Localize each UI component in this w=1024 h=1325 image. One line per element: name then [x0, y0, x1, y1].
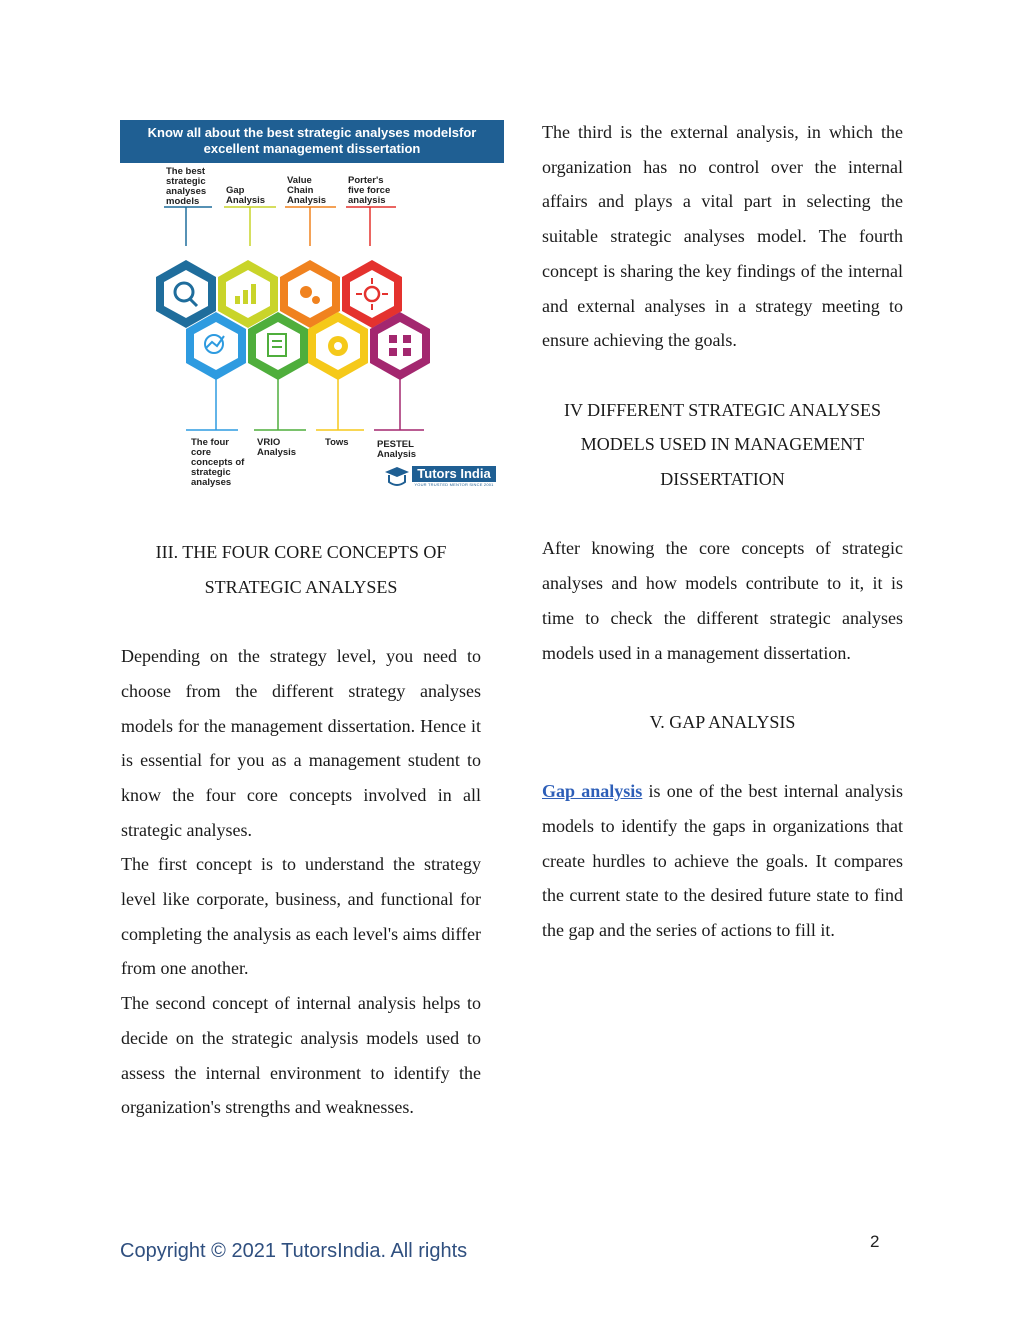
- tutors-india-logo: [384, 466, 496, 488]
- section-heading-iv-line3: DISSERTATION: [660, 469, 785, 490]
- label-value-chain: Value Chain Analysis: [287, 175, 327, 206]
- brand-tagline: YOUR TRUSTED MENTOR SINCE 2001: [414, 482, 494, 487]
- hexagon-diagram: [120, 120, 504, 490]
- label-vrio: VRIO Analysis: [257, 437, 297, 458]
- right-column: [542, 115, 903, 948]
- gap-analysis-link[interactable]: Gap analysis: [542, 781, 643, 802]
- infographic-banner: Know all about the best strategic analyses modelsfor excellent management dissertation: [120, 120, 504, 163]
- strategic-models-infographic: [120, 120, 504, 490]
- label-gap-analysis: Gap Analysis: [226, 185, 266, 206]
- left-column: [121, 535, 481, 1125]
- right-paragraph-3: [542, 774, 903, 948]
- section-heading-iii-line2: STRATEGIC ANALYSES: [204, 576, 398, 597]
- right-paragraph-1: The third is the external analysis, in which the organization has no control over the internal affairs and plays a vital part in selecting the suitable strategic analyses model. The fourth concept is sharing the key findings of the internal and external analyses in a strategy meeting to ensure achieving the goals.: [542, 122, 903, 351]
- page-number: 2: [870, 1232, 880, 1251]
- brand-name: Tutors India: [412, 466, 496, 482]
- label-core-concepts: The four core concepts of strategic analyses: [191, 437, 245, 488]
- section-heading-v: V. GAP ANALYSIS: [649, 711, 796, 732]
- left-paragraph-3: The second concept of internal analysis helps to decide on the strategic analysis models used to assess the internal environment to identify the organization's strengths and weaknesses.: [121, 993, 481, 1118]
- label-best-models: The best strategic analyses models: [166, 166, 207, 207]
- label-tows: Tows: [325, 437, 349, 448]
- right-paragraph-3-text: is one of the best internal analysis models to identify the gaps in organizations that create hurdles to achieve the goals. It compares the current state to the desired future state to find the gap and the series of actions to fill it.: [542, 781, 903, 941]
- right-paragraph-2: After knowing the core concepts of strategic analyses and how models contribute to it, it is time to check the different strategic analyses models used in a management dissertation.: [542, 538, 903, 663]
- section-heading-iv-line1: IV DIFFERENT STRATEGIC ANALYSES: [563, 399, 882, 420]
- label-porter: Porter's five force analysis: [348, 175, 391, 206]
- left-paragraph-2: The first concept is to understand the strategy level like corporate, business, and functional for completing the analysis as each level's aims differ from one another.: [121, 854, 481, 979]
- tutors-india-emblem-icon: [384, 466, 410, 488]
- section-heading-iii-line1: III. THE FOUR CORE CONCEPTS OF: [155, 542, 447, 562]
- left-paragraph-1: Depending on the strategy level, you need to choose from the different strategy analyses models for the management dissertation. Hence it is essential for you as a management student to know the four core concepts involved in all strategic analyses.: [121, 646, 481, 840]
- section-heading-iv-line2: MODELS USED IN MANAGEMENT: [580, 434, 865, 455]
- label-pestel: PESTEL Analysis: [377, 439, 417, 460]
- copyright-footer: Copyright © 2021 TutorsIndia. All rights: [120, 1240, 468, 1262]
